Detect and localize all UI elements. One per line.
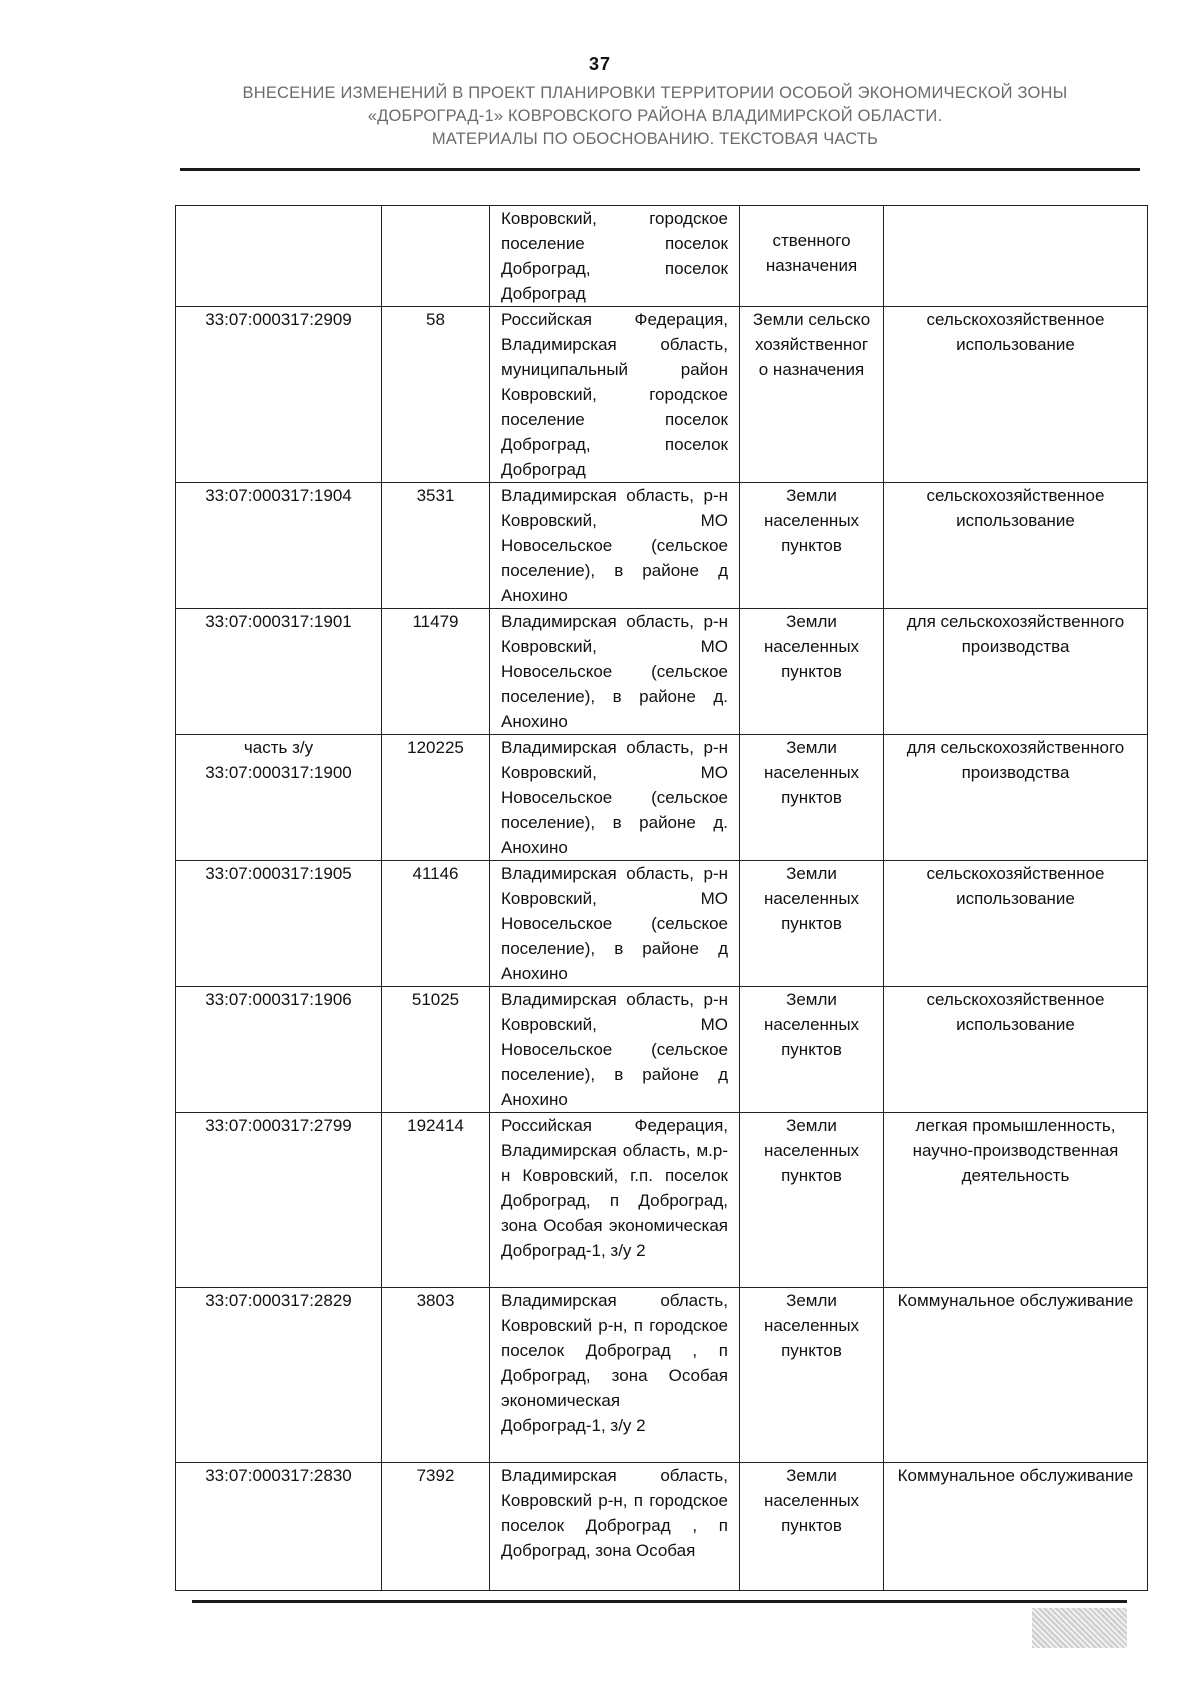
cadastral-number-cell: 33:07:000317:1905 [176, 861, 382, 987]
header-line: ВНЕСЕНИЕ ИЗМЕНЕНИЙ В ПРОЕКТ ПЛАНИРОВКИ ТЕРРИТОРИИ ОСОБОЙ ЭКОНОМИЧЕСКОЙ ЗОНЫ [242, 84, 1068, 102]
header-divider [180, 168, 1140, 171]
land-category-cell: Земли населенных пунктов [740, 1463, 884, 1591]
permitted-use-cell: Коммунальное обслуживание [884, 1288, 1148, 1463]
permitted-use-cell [884, 206, 1148, 307]
cadastral-number-cell: 33:07:000317:1906 [176, 987, 382, 1113]
permitted-use-cell: сельскохозяйственное использование [884, 483, 1148, 609]
address-cell: Российская Федерация, Владимирская область, муниципальный район Ковровский, городское поселение поселок Доброград, поселок Доброград [490, 307, 740, 483]
area-cell: 192414 [382, 1113, 490, 1288]
land-category-cell: Земли населенных пунктов [740, 861, 884, 987]
address-cell: Ковровский, городское поселение поселок Доброград, поселок Доброград [490, 206, 740, 307]
permitted-use-cell: для сельскохозяйственного производства [884, 609, 1148, 735]
area-cell: 120225 [382, 735, 490, 861]
area-cell: 3531 [382, 483, 490, 609]
area-cell: 58 [382, 307, 490, 483]
permitted-use-cell: сельскохозяйственное использование [884, 861, 1148, 987]
table-row [176, 861, 1148, 987]
cadastral-number-cell: 33:07:000317:1901 [176, 609, 382, 735]
permitted-use-cell: для сельскохозяйственного производства [884, 735, 1148, 861]
cadastral-number-cell: часть з/у 33:07:000317:1900 [176, 735, 382, 861]
table-row [176, 206, 1148, 307]
land-category-cell: Земли населенных пунктов [740, 1288, 884, 1463]
address-cell: Владимирская область, р-н Ковровский, МО Новосельское (сельское поселение), в районе д Анохино [490, 861, 740, 987]
address-cell: Владимирская область, р-н Ковровский, МО Новосельское (сельское поселение), в районе д. Анохино [490, 609, 740, 735]
permitted-use-cell: легкая промышленность, научно-производственная деятельность [884, 1113, 1148, 1288]
address-cell: Российская Федерация, Владимирская область, м.р-н Ковровский, г.п. поселок Доброград, п Доброград, зона Особая экономическая Доброград-1, з/у 2 [490, 1113, 740, 1288]
area-cell: 51025 [382, 987, 490, 1113]
land-category-cell: Земли населенных пунктов [740, 609, 884, 735]
page-number: 37 [588, 54, 612, 74]
permitted-use-cell: сельскохозяйственное использование [884, 307, 1148, 483]
table-row [176, 1463, 1148, 1591]
address-cell: Владимирская область, Ковровский р-н, п городское поселок Доброград , п Доброград, зона Особая экономическая Доброград-1, з/у 2 [490, 1288, 740, 1463]
area-cell [382, 206, 490, 307]
footer-divider [192, 1600, 1127, 1603]
cadastral-number-cell: 33:07:000317:2909 [176, 307, 382, 483]
land-category-cell: Земли населенных пунктов [740, 1113, 884, 1288]
cadastral-number-cell: 33:07:000317:2830 [176, 1463, 382, 1591]
table-row [176, 735, 1148, 861]
land-category-cell: Земли населенных пунктов [740, 987, 884, 1113]
land-category-cell: Земли населенных пунктов [740, 483, 884, 609]
header-line: МАТЕРИАЛЫ ПО ОБОСНОВАНИЮ. ТЕКСТОВАЯ ЧАСТЬ [431, 130, 879, 148]
area-cell: 41146 [382, 861, 490, 987]
land-category-cell: Земли населенных пунктов [740, 735, 884, 861]
approval-stamp-mark [1032, 1608, 1127, 1648]
address-cell: Владимирская область, р-н Ковровский, МО Новосельское (сельское поселение), в районе д Анохино [490, 483, 740, 609]
land-category-cell: ственного назначения [740, 206, 884, 307]
table-row [176, 1113, 1148, 1288]
area-cell: 7392 [382, 1463, 490, 1591]
table-row [176, 483, 1148, 609]
area-cell: 3803 [382, 1288, 490, 1463]
land-plots-table [175, 205, 1148, 1591]
address-cell: Владимирская область, р-н Ковровский, МО Новосельское (сельское поселение), в районе д. Анохино [490, 735, 740, 861]
address-cell: Владимирская область, Ковровский р-н, п городское поселок Доброград , п Доброград, зона Особая [490, 1463, 740, 1591]
cadastral-number-cell: 33:07:000317:2799 [176, 1113, 382, 1288]
address-cell: Владимирская область, р-н Ковровский, МО Новосельское (сельское поселение), в районе д Анохино [490, 987, 740, 1113]
header-line: «ДОБРОГРАД-1» КОВРОВСКОГО РАЙОНА ВЛАДИМИРСКОЙ ОБЛАСТИ. [367, 107, 943, 125]
table-row [176, 987, 1148, 1113]
cadastral-number-cell [176, 206, 382, 307]
permitted-use-cell: сельскохозяйственное использование [884, 987, 1148, 1113]
table-row [176, 1288, 1148, 1463]
table-row [176, 609, 1148, 735]
area-cell: 11479 [382, 609, 490, 735]
cadastral-number-cell: 33:07:000317:2829 [176, 1288, 382, 1463]
permitted-use-cell: Коммунальное обслуживание [884, 1463, 1148, 1591]
document-header [170, 82, 1140, 151]
cadastral-number-cell: 33:07:000317:1904 [176, 483, 382, 609]
table-row [176, 307, 1148, 483]
land-category-cell: Земли сельскохозяйственного назначения [740, 307, 884, 483]
